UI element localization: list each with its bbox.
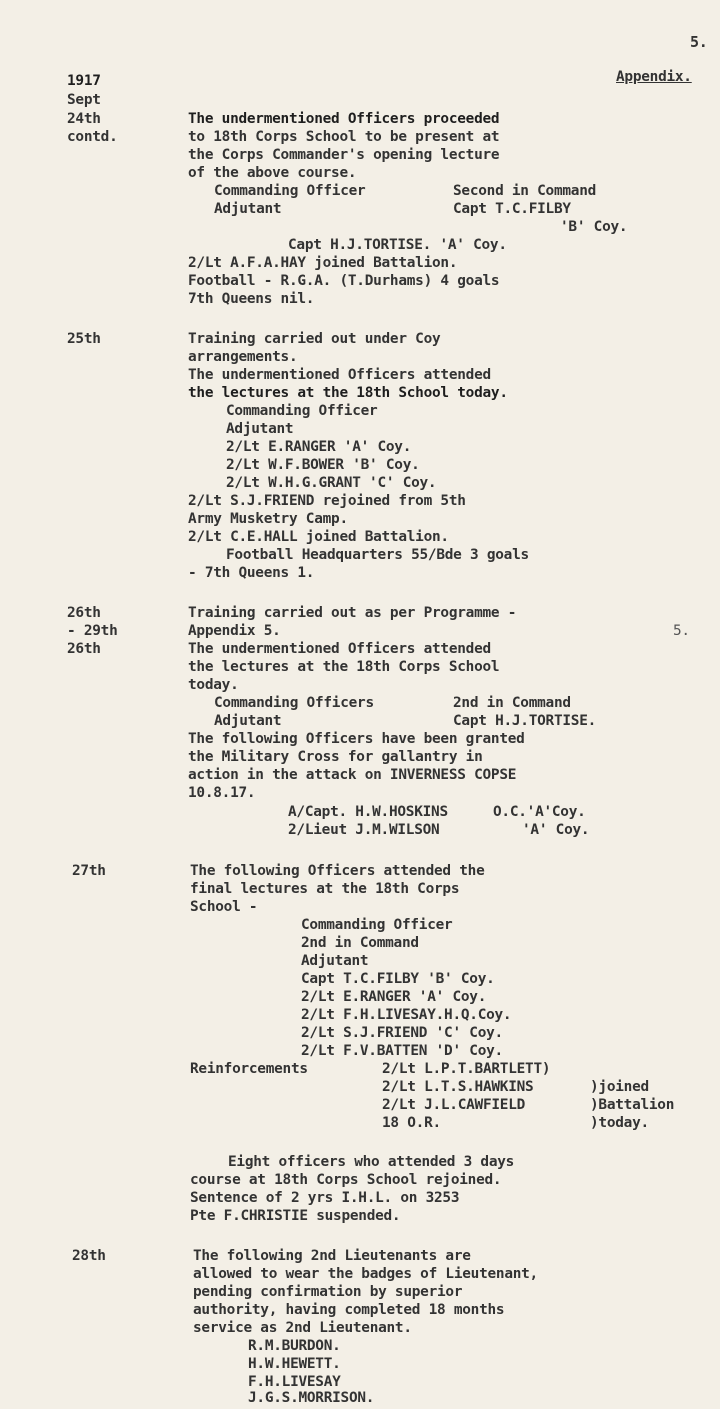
- entry-24-officer: Commanding Officer: [214, 183, 366, 199]
- entry-26-line: the Military Cross for gallantry in: [188, 749, 483, 765]
- date-to-29th: - 29th: [67, 623, 118, 639]
- entry-27-line: School -: [190, 899, 258, 915]
- entry-27-officer: 2/Lt F.V.BATTEN 'D' Coy.: [301, 1043, 503, 1059]
- entry-27-line: Pte F.CHRISTIE suspended.: [190, 1208, 401, 1224]
- entry-25-officer: Commanding Officer: [226, 403, 378, 419]
- reinforcement-officer: 18 O.R.: [382, 1115, 441, 1131]
- entry-27-line: course at 18th Corps School rejoined.: [190, 1172, 502, 1188]
- entry-25-line: Army Musketry Camp.: [188, 511, 348, 527]
- date-25th: 25th: [67, 331, 101, 347]
- entry-25-line: Training carried out under Coy: [188, 331, 441, 347]
- entry-27-officer: Capt T.C.FILBY 'B' Coy.: [301, 971, 495, 987]
- reinforcement-officer: 2/Lt L.T.S.HAWKINS: [382, 1079, 534, 1095]
- page-number: 5.: [690, 33, 708, 51]
- entry-28-line: pending confirmation by superior: [193, 1284, 463, 1300]
- entry-27-line: Sentence of 2 yrs I.H.L. on 3253: [190, 1190, 460, 1206]
- reinforcement-note: )today.: [590, 1115, 649, 1131]
- entry-28-officer: H.W.HEWETT.: [248, 1356, 341, 1372]
- entry-27-line: Eight officers who attended 3 days: [228, 1154, 515, 1170]
- entry-27-line: The following Officers attended the: [190, 863, 485, 879]
- entry-26-line: Training carried out as per Programme -: [188, 605, 517, 621]
- entry-26-award: O.C.'A'Coy.: [493, 804, 586, 820]
- entry-28-line: service as 2nd Lieutenant.: [193, 1320, 412, 1336]
- entry-26-award: 2/Lieut J.M.WILSON: [288, 822, 440, 838]
- reinforcement-note: )Battalion: [590, 1097, 675, 1113]
- entry-26-line: The undermentioned Officers attended: [188, 641, 491, 657]
- entry-26-officer: Commanding Officers: [214, 695, 374, 711]
- entry-24-officer: Capt H.J.TORTISE. 'A' Coy.: [288, 237, 507, 253]
- entry-27-officer: 2/Lt S.J.FRIEND 'C' Coy.: [301, 1025, 503, 1041]
- entry-26-line: The following Officers have been granted: [188, 731, 525, 747]
- entry-27-line: final lectures at the 18th Corps: [190, 881, 460, 897]
- entry-24-line: of the above course.: [188, 165, 357, 181]
- entry-28-officer: F.H.LIVESAY: [248, 1374, 341, 1390]
- entry-25-officer: 2/Lt W.H.G.GRANT 'C' Coy.: [226, 475, 437, 491]
- reinforcement-officer: 2/Lt L.P.T.BARTLETT): [382, 1061, 551, 1077]
- entry-27-officer: Commanding Officer: [301, 917, 453, 933]
- reinforcements-label: Reinforcements: [190, 1061, 308, 1077]
- entry-28-line: authority, having completed 18 months: [193, 1302, 505, 1318]
- entry-25-line: 2/Lt S.J.FRIEND rejoined from 5th: [188, 493, 466, 509]
- entry-27-officer: 2/Lt E.RANGER 'A' Coy.: [301, 989, 487, 1005]
- entry-24-line: The undermentioned Officers proceeded: [188, 111, 500, 127]
- entry-24-line: to 18th Corps School to be present at: [188, 129, 500, 145]
- margin-appendix-ref: 5.: [673, 623, 690, 639]
- appendix-label: Appendix.: [616, 69, 692, 85]
- entry-28-line: allowed to wear the badges of Lieutenant,: [193, 1266, 538, 1282]
- entry-25-line: - 7th Queens 1.: [188, 565, 315, 581]
- entry-25-line: the lectures at the 18th School today.: [188, 385, 508, 401]
- entry-26-officer: 2nd in Command: [453, 695, 571, 711]
- entry-24-line: 2/Lt A.F.A.HAY joined Battalion.: [188, 255, 458, 271]
- entry-25-officer: 2/Lt W.F.BOWER 'B' Coy.: [226, 457, 420, 473]
- entry-25-line: 2/Lt C.E.HALL joined Battalion.: [188, 529, 449, 545]
- date-26th-second: 26th: [67, 641, 101, 657]
- date-month: Sept: [67, 92, 101, 108]
- entry-26-line: action in the attack on INVERNESS COPSE: [188, 767, 517, 783]
- entry-26-award: A/Capt. H.W.HOSKINS: [288, 804, 448, 820]
- date-24th: 24th: [67, 111, 101, 127]
- date-28th: 28th: [72, 1248, 106, 1264]
- entry-24-officer: Second in Command: [453, 183, 597, 199]
- date-27th: 27th: [72, 863, 106, 879]
- entry-24-officer: Capt T.C.FILBY: [453, 201, 571, 217]
- entry-25-line: Football Headquarters 55/Bde 3 goals: [226, 547, 529, 563]
- entry-26-line: 10.8.17.: [188, 785, 256, 801]
- entry-26-award: 'A' Coy.: [522, 822, 590, 838]
- entry-25-officer: 2/Lt E.RANGER 'A' Coy.: [226, 439, 412, 455]
- date-26th: 26th: [67, 605, 101, 621]
- entry-28-officer: R.M.BURDON.: [248, 1338, 341, 1354]
- entry-24-officer: 'B' Coy.: [560, 219, 628, 235]
- date-year: 1917: [67, 73, 101, 89]
- entry-27-officer: Adjutant: [301, 953, 369, 969]
- entry-25-line: The undermentioned Officers attended: [188, 367, 491, 383]
- entry-24-line: the Corps Commander's opening lecture: [188, 147, 500, 163]
- entry-27-officer: 2/Lt F.H.LIVESAY.H.Q.Coy.: [301, 1007, 512, 1023]
- entry-26-line: Appendix 5.: [188, 623, 281, 639]
- entry-25-line: arrangements.: [188, 349, 298, 365]
- reinforcement-officer: 2/Lt J.L.CAWFIELD: [382, 1097, 526, 1113]
- entry-25-officer: Adjutant: [226, 421, 294, 437]
- entry-24-line: 7th Queens nil.: [188, 291, 315, 307]
- entry-24-line: Football - R.G.A. (T.Durhams) 4 goals: [188, 273, 500, 289]
- entry-28-line: The following 2nd Lieutenants are: [193, 1248, 471, 1264]
- entry-26-officer: Capt H.J.TORTISE.: [453, 713, 597, 729]
- entry-26-officer: Adjutant: [214, 713, 282, 729]
- date-24th-contd: contd.: [67, 129, 118, 145]
- entry-26-line: today.: [188, 677, 239, 693]
- entry-27-officer: 2nd in Command: [301, 935, 419, 951]
- entry-28-officer: J.G.S.MORRISON.: [248, 1390, 375, 1406]
- entry-24-officer: Adjutant: [214, 201, 282, 217]
- entry-26-line: the lectures at the 18th Corps School: [188, 659, 500, 675]
- reinforcement-note: )joined: [590, 1079, 649, 1095]
